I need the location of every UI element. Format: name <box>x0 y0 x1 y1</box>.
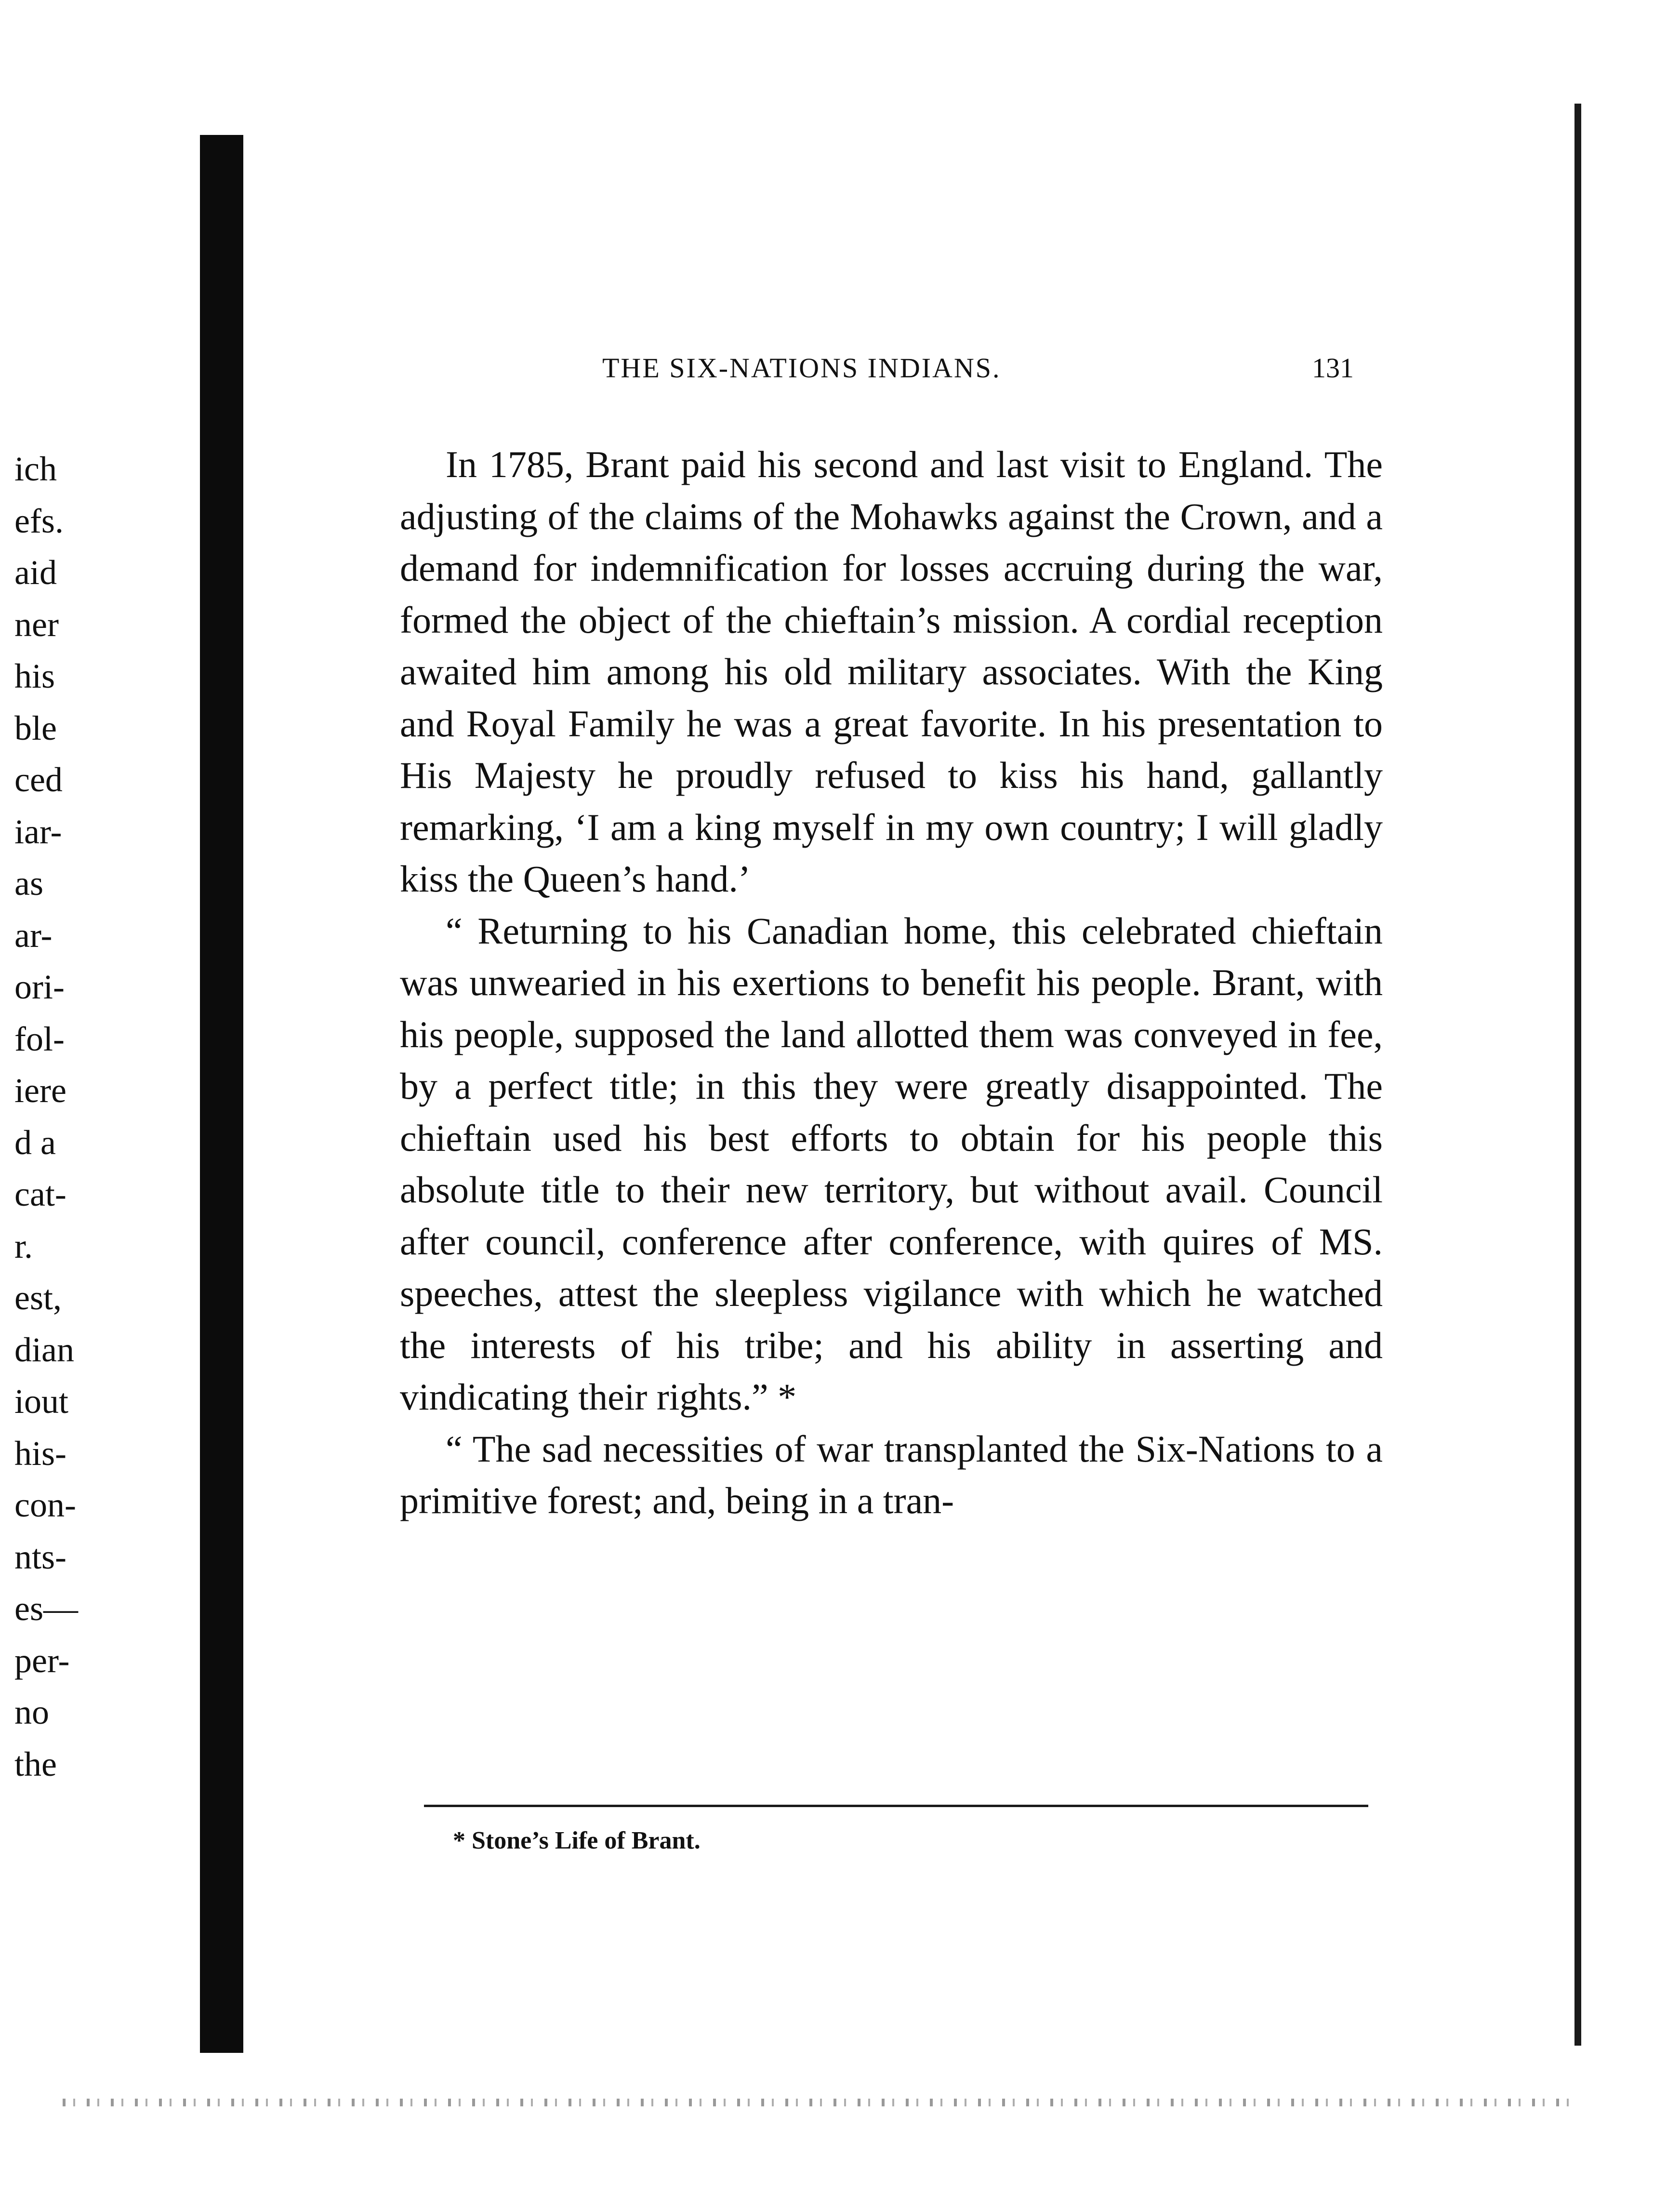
facing-page-fragments <box>14 443 173 1790</box>
facing-page-fragment: no <box>14 1693 49 1731</box>
facing-page-fragment: ori- <box>14 968 65 1006</box>
paragraph: “ The sad necessities of war transplanted the Six-Nations to a primitive forest; and, being in a tran- <box>400 1427 1383 1521</box>
facing-page-fragment: iar- <box>14 812 62 851</box>
page-edge-rule <box>1574 104 1581 2046</box>
facing-page-fragment: his- <box>14 1434 66 1473</box>
facing-page-fragment: iere <box>14 1071 66 1110</box>
facing-page-fragment: fol- <box>14 1019 65 1058</box>
book-spine-shadow <box>200 135 243 2053</box>
paragraph: “ Returning to his Canadian home, this celebrated chieftain was unwearied in his exertions to benefit his people. Brant, with his people, supposed the land allotted them was conveyed in fee, by a perfect title; in this they were greatly disappointed. The chieftain used his best efforts to obtain for his people this absolute title to their new territory, but without avail. Council after council, conference after conference, with quires of MS. speeches, attest the sleepless vigilance with which he watched the interests of his tribe; and his ability in asserting and vindicating their rights.” * <box>400 909 1383 1418</box>
page-number: 131 <box>1312 352 1354 384</box>
facing-page-fragment: es— <box>14 1589 78 1628</box>
facing-page-fragment: ced <box>14 760 63 799</box>
paragraph: In 1785, Brant paid his second and last visit to England. The adjusting of the claims of the Mohawks against the Crown, and a demand for indemnification for losses accruing during the war, formed the object of the chieftain’s mission. A cordial reception awaited him among his old military associates. With the King and Royal Family he was a great favorite. In his presentation to His Majesty he proudly refused to kiss his hand, gallantly remarking, ‘I am a king myself in my own country; I will gladly kiss the Queen’s hand.’ <box>400 443 1383 900</box>
facing-page-fragment: cat- <box>14 1175 66 1213</box>
facing-page-fragment: est, <box>14 1278 62 1317</box>
facing-page-fragment: r. <box>14 1226 33 1265</box>
facing-page-fragment: ich <box>14 450 57 488</box>
facing-page-fragment: efs. <box>14 501 64 540</box>
body-text <box>400 439 1383 1527</box>
facing-page-fragment: aid <box>14 553 57 592</box>
footnote-divider <box>424 1805 1368 1807</box>
facing-page-fragment: con- <box>14 1486 76 1524</box>
footnote: * Stone’s Life of Brant. <box>453 1827 701 1854</box>
facing-page-fragment: ar- <box>14 916 53 955</box>
facing-page-fragment: nts- <box>14 1537 66 1576</box>
facing-page-fragment: his <box>14 657 55 695</box>
scan-noise <box>63 2099 1580 2106</box>
facing-page-fragment: ner <box>14 605 59 644</box>
running-title: THE SIX-NATIONS INDIANS. <box>602 352 1001 384</box>
facing-page-fragment: dian <box>14 1330 74 1369</box>
facing-page-fragment: d a <box>14 1123 56 1162</box>
facing-page-fragment: as <box>14 864 43 903</box>
facing-page-fragment: the <box>14 1744 57 1783</box>
facing-page-fragment: ble <box>14 708 57 747</box>
page-header <box>602 352 1354 400</box>
facing-page-fragment: per- <box>14 1641 70 1680</box>
facing-page-fragment: iout <box>14 1382 69 1421</box>
